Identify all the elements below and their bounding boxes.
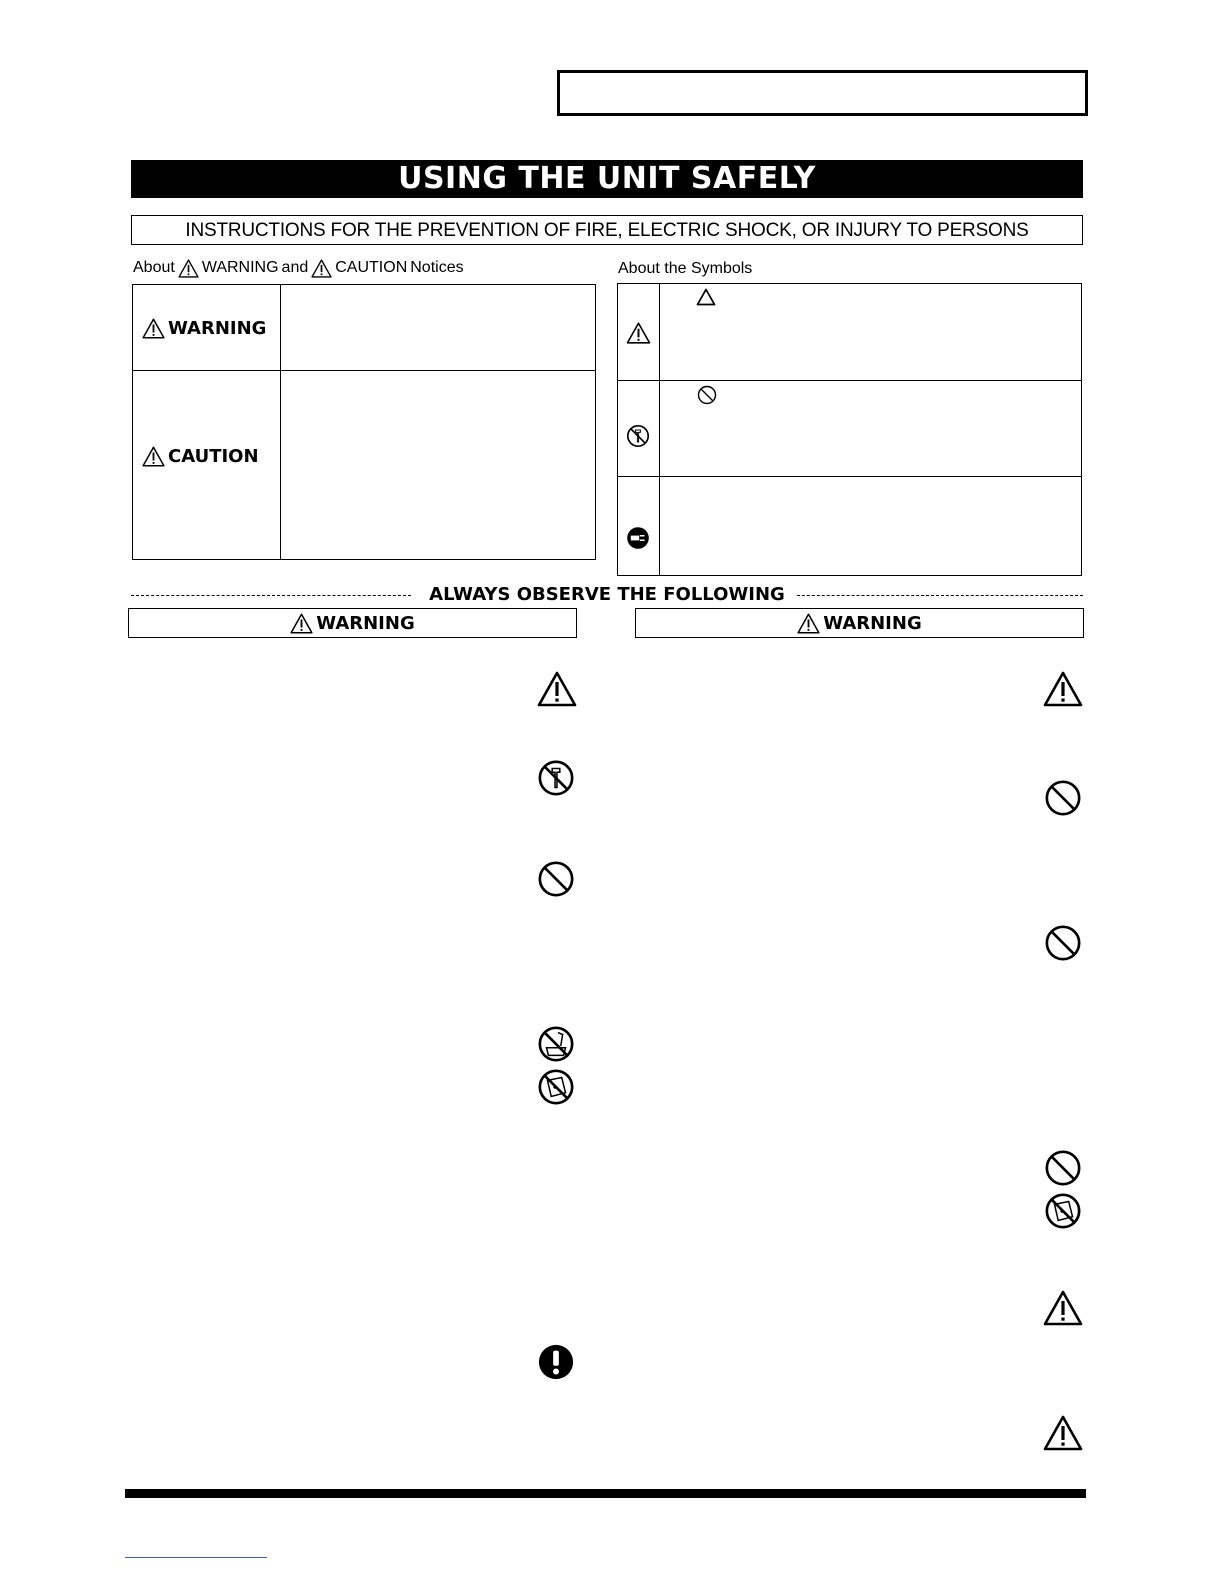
symbols-section-label bbox=[618, 259, 752, 279]
left-warning-label: WARNING bbox=[316, 612, 415, 634]
right-warning-header bbox=[635, 608, 1084, 638]
notices-label-caution: CAUTION bbox=[335, 259, 408, 276]
no-liquid-container-icon bbox=[537, 1068, 575, 1106]
header-blank-box bbox=[557, 70, 1088, 116]
warning-triangle-icon bbox=[797, 613, 820, 634]
small-triangle-icon bbox=[696, 288, 716, 306]
footer-link-underline[interactable] bbox=[125, 1557, 267, 1558]
mandatory-exclamation-icon bbox=[537, 1343, 575, 1381]
warning-notice-label: WARNING bbox=[168, 318, 267, 339]
page-title: USING THE UNIT SAFELY bbox=[131, 160, 1083, 198]
warning-triangle-icon bbox=[178, 259, 199, 278]
prohibited-icon bbox=[1044, 1149, 1082, 1187]
left-warning-header bbox=[128, 608, 577, 638]
warning-triangle-icon bbox=[142, 446, 165, 467]
unplug-icon bbox=[626, 526, 650, 550]
no-water-icon bbox=[537, 1025, 575, 1063]
caution-notice-label: CAUTION bbox=[168, 446, 259, 467]
notices-label-prefix: About bbox=[133, 259, 175, 276]
prohibited-icon bbox=[1044, 924, 1082, 962]
no-liquid-container-icon bbox=[1044, 1192, 1082, 1230]
always-observe-label: ALWAYS OBSERVE THE FOLLOWING bbox=[419, 584, 795, 605]
notices-label-suffix: Notices bbox=[410, 259, 464, 276]
caution-notice-heading bbox=[142, 446, 259, 467]
always-observe-divider bbox=[131, 584, 1083, 606]
prohibited-icon bbox=[1044, 779, 1082, 817]
warning-triangle-icon bbox=[142, 318, 165, 339]
prohibited-icon bbox=[697, 385, 717, 405]
notices-section-label bbox=[133, 258, 464, 278]
symbols-table bbox=[617, 283, 1082, 576]
symbols-label-text: About the Symbols bbox=[618, 260, 753, 277]
warning-triangle-icon bbox=[1043, 1290, 1083, 1326]
notices-label-mid: and bbox=[281, 259, 309, 276]
caution-triangle-icon bbox=[626, 322, 651, 344]
warning-triangle-icon bbox=[290, 613, 313, 634]
notices-label-warning: WARNING bbox=[201, 259, 279, 276]
prohibited-icon bbox=[537, 860, 575, 898]
right-warning-label: WARNING bbox=[823, 612, 922, 634]
warning-triangle-icon bbox=[1043, 1415, 1083, 1451]
page-subtitle: INSTRUCTIONS FOR THE PREVENTION OF FIRE, ELECTRIC SHOCK, OR INJURY TO PERSONS bbox=[131, 215, 1083, 245]
warning-notice-heading bbox=[142, 318, 266, 339]
notices-table bbox=[132, 284, 596, 560]
warning-triangle-icon bbox=[1043, 671, 1083, 707]
warning-triangle-icon bbox=[537, 671, 577, 707]
warning-triangle-icon bbox=[311, 259, 332, 278]
no-disassembly-icon bbox=[626, 424, 650, 448]
footer-rule bbox=[125, 1489, 1086, 1498]
no-disassembly-icon bbox=[537, 759, 575, 797]
